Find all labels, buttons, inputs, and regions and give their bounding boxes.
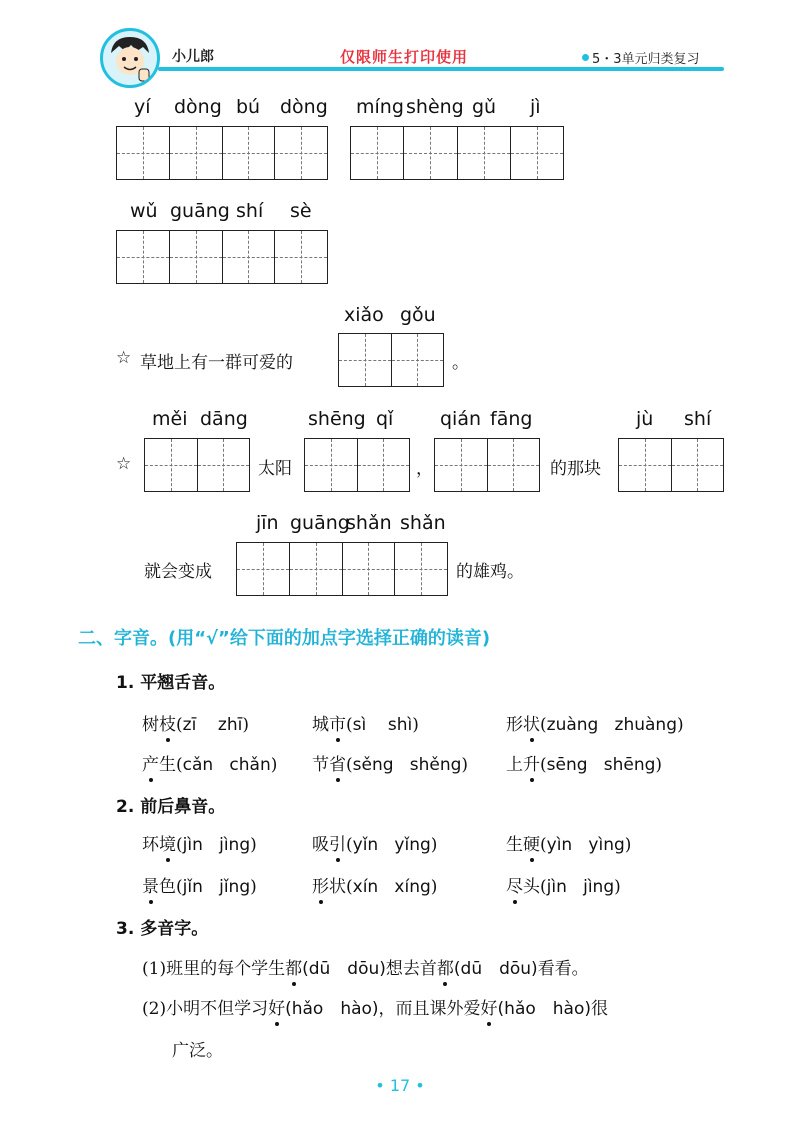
writing-grid[interactable] — [618, 438, 724, 492]
mascot-logo — [100, 28, 160, 88]
pinyin: qián — [440, 408, 482, 430]
sentence-text: 草地上有一群可爱的 — [140, 353, 293, 373]
polyphone-line[interactable]: (1)班里的每个学生都(dū dōu)想去首都(dū dōu)看看。 — [142, 959, 589, 979]
pronunciation-item[interactable]: 形状(xín xíng) — [312, 877, 438, 897]
pronunciation-item[interactable]: 尽头(jìn jìng) — [506, 877, 621, 897]
pinyin: dòng — [174, 96, 222, 118]
pronunciation-item[interactable]: 节省(sěng shěng) — [312, 755, 469, 775]
sentence-text: 的那块 — [550, 459, 601, 479]
sentence-text: 。 — [452, 353, 469, 373]
pinyin: shí — [684, 408, 712, 430]
writing-grid[interactable] — [116, 230, 328, 284]
header-rule — [158, 67, 724, 71]
pronunciation-item[interactable]: 吸引(yǐn yǐng) — [312, 835, 438, 855]
pronunciation-item[interactable]: 上升(sēng shēng) — [506, 755, 663, 775]
pinyin: jù — [636, 408, 654, 430]
writing-grid[interactable] — [338, 333, 444, 387]
bullet-icon — [582, 54, 589, 61]
question-title: 1. 平翘舌音。 — [116, 673, 226, 693]
pronunciation-item[interactable]: 景色(jǐn jǐng) — [142, 877, 257, 897]
pinyin: guāng — [170, 200, 230, 222]
brand-name: 小儿郎 — [172, 49, 214, 65]
sentence-text: ， — [416, 459, 433, 479]
section-title: 二、字音。(用“√”给下面的加点字选择正确的读音) — [78, 628, 491, 649]
pinyin: sè — [290, 200, 312, 222]
pinyin: fāng — [490, 408, 533, 430]
pronunciation-item[interactable]: 环境(jìn jìng) — [142, 835, 257, 855]
polyphone-line-continued: 广泛。 — [172, 1041, 223, 1061]
polyphone-line[interactable]: (2)小明不但学习好(hǎo hào)，而且课外爱好(hǎo hào)很 — [142, 999, 608, 1019]
pinyin: shí — [236, 200, 264, 222]
pinyin: gǒu — [400, 304, 436, 326]
pronunciation-item[interactable]: 树枝(zī zhī) — [142, 715, 249, 735]
writing-grid[interactable] — [144, 438, 250, 492]
pronunciation-item[interactable]: 形状(zuàng zhuàng) — [506, 715, 684, 735]
pinyin: bú — [236, 96, 261, 118]
page-number: • 17 • — [375, 1076, 425, 1095]
writing-grid[interactable] — [434, 438, 540, 492]
pinyin: yí — [134, 96, 151, 118]
sentence-text: 的雄鸡。 — [456, 562, 524, 582]
pronunciation-item[interactable]: 产生(cǎn chǎn) — [142, 755, 278, 775]
pinyin: gǔ — [472, 96, 497, 118]
pinyin: jì — [530, 96, 541, 118]
pinyin: guāng — [290, 512, 350, 534]
star-icon: ☆ — [116, 454, 132, 474]
pinyin: shèng — [406, 96, 464, 118]
writing-grid[interactable] — [116, 126, 328, 180]
pinyin: jīn — [256, 512, 279, 534]
boy-face-icon — [103, 31, 157, 85]
pinyin: shēng — [308, 408, 366, 430]
sentence-text: 就会变成 — [144, 562, 212, 582]
unit-title: 5・3单元归类复习 — [592, 52, 700, 67]
pinyin: míng — [356, 96, 404, 118]
question-title: 3. 多音字。 — [116, 919, 209, 939]
pronunciation-item[interactable]: 生硬(yìn yìng) — [506, 835, 632, 855]
star-icon: ☆ — [116, 348, 132, 368]
pinyin: xiǎo — [344, 304, 384, 326]
question-title: 2. 前后鼻音。 — [116, 797, 226, 817]
pinyin: měi — [152, 408, 188, 430]
pinyin: qǐ — [376, 408, 394, 430]
pinyin: dòng — [280, 96, 328, 118]
writing-grid[interactable] — [236, 542, 448, 596]
writing-grid[interactable] — [350, 126, 564, 180]
writing-grid[interactable] — [304, 438, 410, 492]
pinyin: dāng — [200, 408, 248, 430]
pinyin: shǎn — [400, 512, 446, 534]
print-notice: 仅限师生打印使用 — [340, 48, 469, 66]
pinyin: wǔ — [130, 200, 158, 222]
pinyin: shǎn — [346, 512, 392, 534]
pronunciation-item[interactable]: 城市(sì shì) — [312, 715, 419, 735]
sentence-text: 太阳 — [258, 459, 292, 479]
